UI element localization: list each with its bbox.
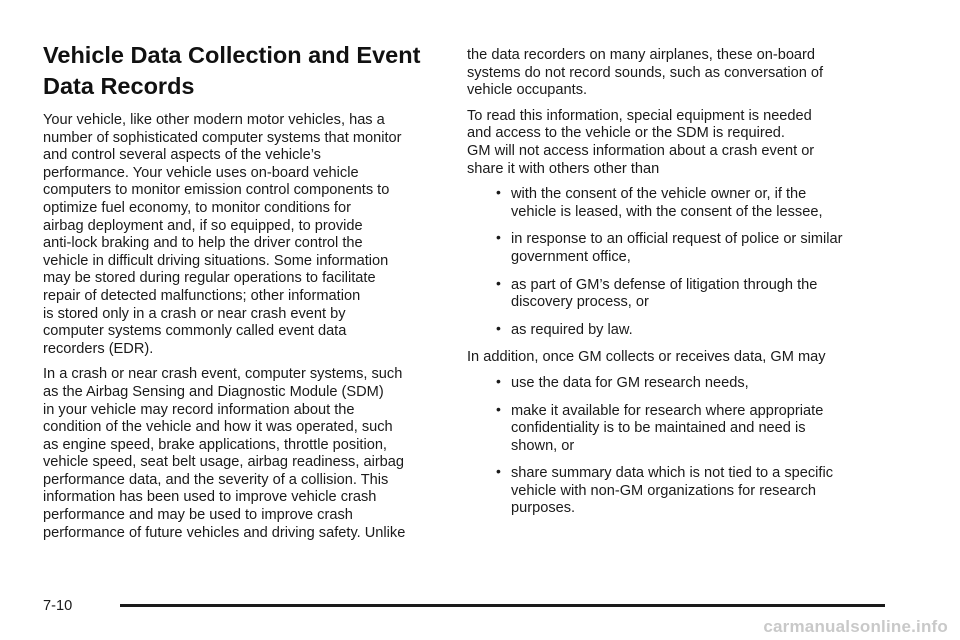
text-line: In a crash or near crash event, computer systems, such (43, 366, 403, 383)
list-item (467, 465, 912, 518)
text-line: optimize fuel economy, to monitor conditions for (43, 199, 351, 216)
page-title (43, 40, 458, 102)
text-line: as required by law. (511, 321, 633, 338)
list-item (467, 274, 912, 312)
list-item (467, 400, 912, 456)
text-line: In addition, once GM collects or receives data, GM may (467, 349, 826, 366)
text-line: as engine speed, brake applications, throttle position, (43, 436, 387, 453)
text-line: information has been used to improve vehicle crash (43, 489, 377, 506)
list-item (467, 372, 912, 393)
text-line: To read this information, special equipment is needed (467, 107, 812, 124)
text-line: performance. Your vehicle uses on-board vehicle (43, 164, 359, 181)
text-line: share summary data which is not tied to a specific (511, 465, 834, 482)
text-line: may be stored during regular operations to facilitate (43, 270, 376, 287)
text-line: the data recorders on many airplanes, these on-board (467, 47, 816, 63)
paragraph-gm-may (467, 349, 912, 367)
data-use-list (467, 372, 912, 518)
text-line: make it available for research where appropriate (511, 402, 824, 419)
right-column (467, 47, 912, 528)
text-line: airbag deployment and, if so equipped, to provide (43, 217, 363, 234)
text-line: vehicle in difficult driving situations. Some information (43, 252, 389, 269)
text-line: vehicle with non-GM organizations for research (511, 482, 816, 499)
bullet-icon: • (496, 372, 501, 389)
text-line: performance and may be used to improve crash (43, 507, 353, 524)
list-item (467, 231, 912, 266)
bullet-icon: • (496, 319, 501, 336)
text-line: as the Airbag Sensing and Diagnostic Module (SDM) (43, 383, 384, 400)
text-line: performance data, and the severity of a collision. This (43, 471, 389, 488)
list-item (467, 186, 912, 221)
page-number: 7-10 (43, 598, 73, 614)
text-line: with the consent of the vehicle owner or, if the (511, 186, 807, 203)
text-line: recorders (EDR). (43, 340, 154, 357)
watermark: carmanualsonline.info (763, 617, 948, 636)
left-column (43, 40, 458, 550)
text-line: is stored only in a crash or near crash event by (43, 305, 346, 322)
text-line: condition of the vehicle and how it was operated, such (43, 419, 393, 436)
text-line: discovery process, or (511, 294, 649, 311)
footer-divider (120, 604, 885, 607)
text-line: vehicle occupants. (467, 82, 588, 99)
text-line: and control several aspects of the vehicle’s (43, 147, 321, 164)
text-line: share it with others other than (467, 160, 660, 177)
text-line: in your vehicle may record information about the (43, 401, 355, 418)
paragraph-crash-event (43, 366, 458, 542)
text-line: repair of detected malfunctions; other information (43, 287, 361, 304)
text-line: vehicle speed, seat belt usage, airbag readiness, airbag (43, 454, 405, 471)
text-line: GM will not access information about a crash event or (467, 142, 815, 159)
paragraph-continued (467, 47, 912, 100)
bullet-icon: • (496, 274, 501, 291)
paragraph-intro (43, 112, 458, 358)
text-line: computer systems commonly called event data (43, 323, 347, 340)
text-line: computers to monitor emission control components to (43, 182, 390, 199)
text-line: performance of future vehicles and driving safety. Unlike (43, 524, 406, 541)
text-line: government office, (511, 248, 631, 265)
text-line: confidentiality is to be maintained and need is (511, 420, 806, 437)
text-line: and access to the vehicle or the SDM is required. (467, 125, 785, 142)
bullet-icon: • (496, 400, 501, 417)
paragraph-access (467, 108, 912, 178)
access-conditions-list (467, 186, 912, 339)
text-line: Your vehicle, like other modern motor vehicles, has a (43, 112, 385, 128)
text-line: in response to an official request of police or similar (511, 231, 843, 248)
text-line: purposes. (511, 500, 576, 517)
text-line: vehicle is leased, with the consent of the lessee, (511, 203, 823, 220)
bullet-icon: • (496, 184, 501, 201)
text-line: number of sophisticated computer systems that monitor (43, 129, 402, 146)
text-line: as part of GM’s defense of litigation through the (511, 276, 818, 293)
bullet-icon: • (496, 229, 501, 246)
list-item (467, 319, 912, 340)
page-title-line: Data Records (43, 73, 195, 99)
text-line: anti-lock braking and to help the driver control the (43, 235, 363, 252)
text-line: systems do not record sounds, such as conversation of (467, 64, 824, 81)
text-line: use the data for GM research needs, (511, 374, 749, 391)
bullet-icon: • (496, 463, 501, 480)
page-title-line: Vehicle Data Collection and Event (43, 42, 421, 68)
text-line: shown, or (511, 437, 575, 454)
